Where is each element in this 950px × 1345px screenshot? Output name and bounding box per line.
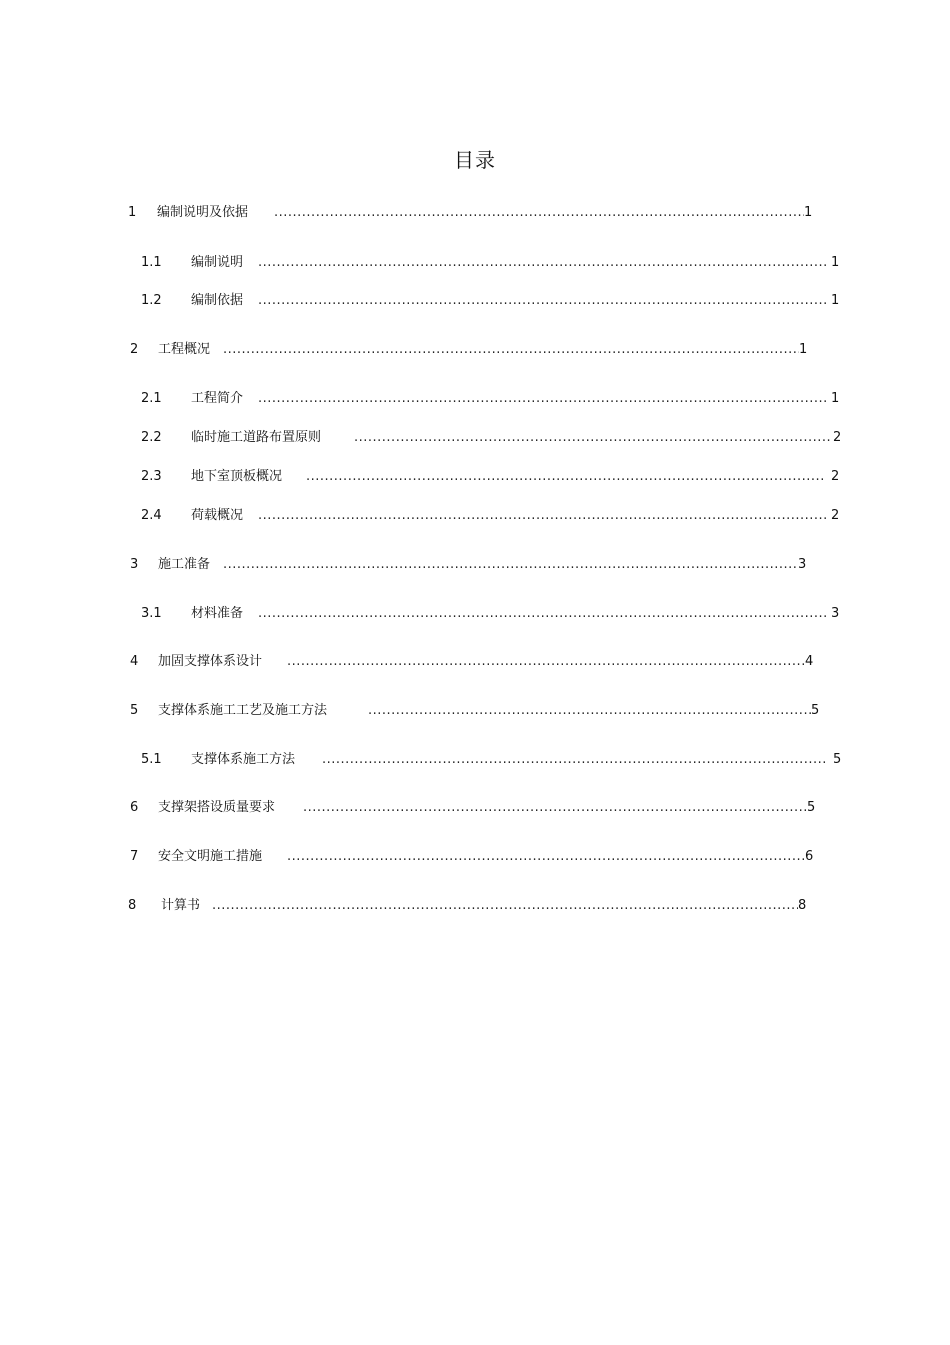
toc-entry[interactable] (130, 652, 830, 672)
toc-dot-leader (306, 467, 826, 487)
page-title: 目录 (454, 148, 496, 172)
toc-dot-leader (354, 428, 830, 448)
toc-entry-label: 编制说明 (191, 255, 244, 270)
toc-entry-label: 地下室顶板概况 (191, 469, 283, 484)
toc-entry-page: 1 (804, 205, 813, 220)
toc-entry-page: 2 (833, 430, 842, 445)
toc-dot-leader (274, 203, 804, 223)
toc-dot-leader (368, 701, 811, 721)
toc-entry-label: 编制说明及依据 (157, 205, 249, 220)
toc-entry-page: 6 (805, 849, 814, 864)
toc-dot-leader (258, 253, 826, 273)
toc-entry[interactable] (141, 750, 846, 770)
toc-entry-number: 3 (130, 557, 139, 572)
toc-entry[interactable] (128, 203, 818, 223)
toc-entry[interactable] (141, 291, 841, 311)
toc-entry-page: 2 (831, 508, 840, 523)
toc-entry[interactable] (141, 428, 846, 448)
toc-entry-number: 2 (130, 342, 139, 357)
toc-entry-label: 加固支撑体系设计 (158, 654, 263, 669)
toc-entry-page: 1 (831, 391, 840, 406)
toc-dot-leader (287, 652, 805, 672)
toc-entry-label: 临时施工道路布置原则 (191, 430, 322, 445)
toc-dot-leader (258, 604, 826, 624)
toc-dot-leader (212, 896, 798, 916)
toc-entry-number: 5.1 (141, 752, 162, 767)
toc-entry[interactable] (130, 798, 830, 818)
toc-entry-number: 1 (128, 205, 137, 220)
toc-entry-label: 工程概况 (158, 342, 211, 357)
toc-entry-label: 施工准备 (158, 557, 211, 572)
toc-entry-number: 1.2 (141, 293, 162, 308)
toc-entry[interactable] (130, 701, 830, 721)
toc-entry-number: 2.3 (141, 469, 162, 484)
toc-entry-label: 荷载概况 (191, 508, 244, 523)
toc-entry[interactable] (130, 555, 820, 575)
toc-entry-label: 工程简介 (191, 391, 244, 406)
toc-entry-label: 编制依据 (191, 293, 244, 308)
toc-entry-page: 5 (833, 752, 842, 767)
toc-entry-page: 5 (807, 800, 816, 815)
toc-dot-leader (322, 750, 828, 770)
toc-entry-number: 2.4 (141, 508, 162, 523)
toc-entry[interactable] (130, 340, 820, 360)
toc-entry[interactable] (141, 389, 841, 409)
toc-entry-label: 材料准备 (191, 606, 244, 621)
toc-entry-number: 2.1 (141, 391, 162, 406)
toc-dot-leader (303, 798, 807, 818)
toc-entry-number: 3.1 (141, 606, 162, 621)
toc-entry-number: 2.2 (141, 430, 162, 445)
toc-entry-label: 支撑体系施工方法 (191, 752, 296, 767)
toc-entry-page: 1 (799, 342, 808, 357)
toc-entry-page: 4 (805, 654, 814, 669)
toc-entry-number: 1.1 (141, 255, 162, 270)
toc-entry[interactable] (141, 604, 841, 624)
toc-entry-label: 支撑架搭设质量要求 (158, 800, 276, 815)
toc-entry-page: 8 (798, 898, 807, 913)
toc-entry-page: 2 (831, 469, 840, 484)
toc-entry-label: 安全文明施工措施 (158, 849, 263, 864)
toc-dot-leader (258, 506, 826, 526)
toc-dot-leader (223, 340, 799, 360)
toc-entry-number: 4 (130, 654, 139, 669)
toc-entry-label: 支撑体系施工工艺及施工方法 (158, 703, 328, 718)
toc-entry-number: 5 (130, 703, 139, 718)
toc-entry-page: 5 (811, 703, 820, 718)
toc-entry[interactable] (141, 467, 846, 487)
toc-entry[interactable] (141, 253, 841, 273)
toc-entry-page: 1 (831, 293, 840, 308)
toc-dot-leader (258, 389, 826, 409)
toc-entry-number: 7 (130, 849, 139, 864)
toc-entry-number: 6 (130, 800, 139, 815)
toc-entry[interactable] (130, 847, 830, 867)
toc-dot-leader (223, 555, 798, 575)
toc-entry-label: 计算书 (161, 898, 201, 913)
toc-entry[interactable] (128, 896, 818, 916)
toc-entry[interactable] (141, 506, 846, 526)
toc-entry-number: 8 (128, 898, 137, 913)
toc-entry-page: 3 (798, 557, 807, 572)
toc-dot-leader (287, 847, 805, 867)
toc-dot-leader (258, 291, 826, 311)
toc-entry-page: 3 (831, 606, 840, 621)
toc-entry-page: 1 (831, 255, 840, 270)
